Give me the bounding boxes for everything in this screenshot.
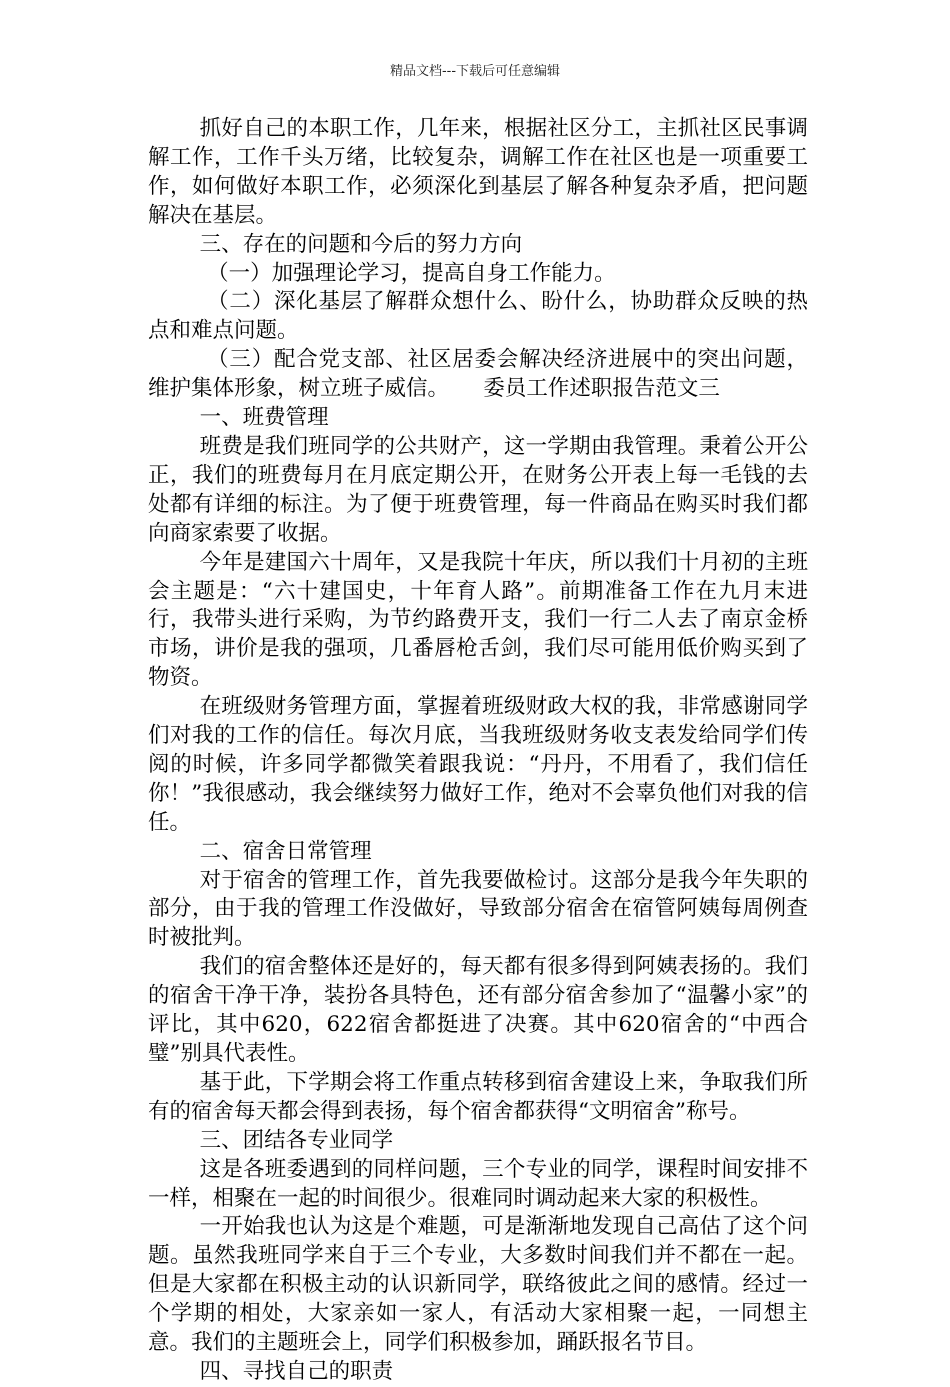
paragraph: 抓好自己的本职工作，几年来，根据社区分工，主抓社区民事调解工作，工作千头万绪，比较复杂，调解工作在社区也是一项重要工作，如何做好本职工作，必须深化到基层了解各种复杂矛盾，把问题解决在基层。: [148, 116, 808, 228]
list-item-text: （三）配合党支部、社区居委会解决经济进展中的突出问题，维护集体形象，树立班子威信。: [148, 347, 808, 402]
section-heading: 一、班费管理: [199, 405, 329, 431]
paragraph: 班费是我们班同学的公共财产，这一学期由我管理。秉着公开公正，我们的班费每月在月底定期公开，在财务公开表上每一毛钱的去处都有详细的标注。为了便于班费管理，每一件商品在购买时我们都向商家索要了收据。: [148, 433, 808, 546]
paragraph: 基于此，下学期会将工作重点转移到宿舍建设上来，争取我们所有的宿舍每天都会得到表扬，每个宿舍都获得“文明宿舍”称号。: [148, 1069, 808, 1124]
list-item: （二）深化基层了解群众想什么、盼什么，协助群众反映的热点和难点问题。: [148, 289, 808, 344]
list-item: [148, 346, 808, 404]
section-heading: 四、寻找自己的职责: [199, 1358, 394, 1384]
document-body: [148, 115, 808, 1387]
paragraph: 今年是建国六十周年，又是我院十年庆，所以我们十月初的主班会主题是：“六十建国史，十年育人路”。前期准备工作在九月末进行，我带头进行采购，为节约路费开支，我们一行二人去了南京金桥市场，讲价是我的强项，几番唇枪舌剑，我们尽可能用低价购买到了物资。: [148, 549, 808, 691]
list-item: （一）加强理论学习，提高自身工作能力。: [207, 260, 616, 286]
document-title: 委员工作述职报告范文三: [483, 376, 720, 402]
paragraph: 对于宿舍的管理工作，首先我要做检讨。这部分是我今年失职的部分，由于我的管理工作没做好，导致部分宿舍在宿管阿姨每周例查时被批判。: [148, 867, 808, 951]
section-heading: 三、存在的问题和今后的努力方向: [199, 231, 523, 257]
paragraph: 在班级财务管理方面，掌握着班级财政大权的我，非常感谢同学们对我的工作的信任。每次月底，当我班级财务收支表发给同学们传阅的时候，许多同学都微笑着跟我说：“丹丹，不用看了，我们信任你！”我很感动，我会继续努力做好工作，绝对不会辜负他们对我的信任。: [148, 694, 808, 835]
section-heading: 三、团结各专业同学: [199, 1127, 394, 1153]
paragraph: 一开始我也认为这是个难题，可是渐渐地发现自己高估了这个问题。虽然我班同学来自于三个专业，大多数时间我们并不都在一起。但是大家都在积极主动的认识新同学，联络彼此之间的感情。经过一个学期的相处，大家亲如一家人，有活动大家相聚一起，一同想主意。我们的主题班会上，同学们积极参加，踊跃报名节目。: [148, 1214, 808, 1356]
paragraph: 这是各班委遇到的同样问题，三个专业的同学，课程时间安排不一样，相聚在一起的时间很少。很难同时调动起来大家的积极性。: [148, 1156, 808, 1211]
paragraph: 我们的宿舍整体还是好的，每天都有很多得到阿姨表扬的。我们的宿舍干净干净，装扮各具特色，还有部分宿舍参加了“温馨小家”的评比，其中620，622宿舍都挺进了决赛。其中620宿舍的“中西合璧”别具代表性。: [148, 954, 808, 1066]
page-header: 精品文档---下载后可任意编辑: [389, 64, 561, 79]
section-heading: 二、宿舍日常管理: [199, 838, 372, 864]
